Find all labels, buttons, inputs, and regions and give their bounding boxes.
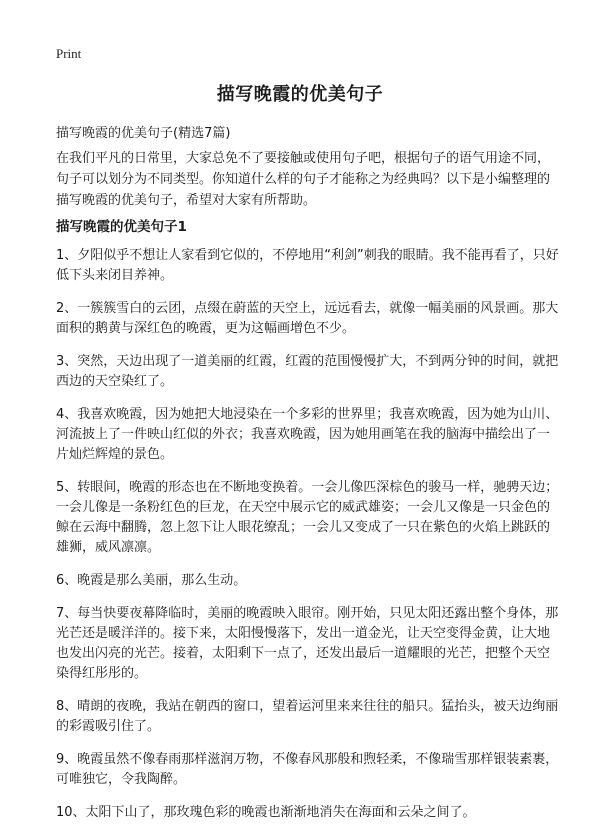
subtitle: 描写晚霞的优美句子(精选7篇)	[56, 126, 231, 141]
list-item: 8、晴朗的夜晚，我站在朝西的窗口，望着运河里来来往往的船只。猛抬头，被天边绚丽的彩霞吸引住了。	[56, 699, 559, 734]
print-link[interactable]: Print	[56, 46, 82, 61]
list-item: 3、突然，天边出现了一道美丽的红霞，红霞的范围慢慢扩大，不到两分钟的时间，就把西边的天空染红了。	[56, 354, 559, 389]
list-item: 10、太阳下山了，那玫瑰色彩的晚霞也渐渐地消失在海面和云朵之间了。	[56, 805, 476, 820]
list-item: 9、晚霞虽然不像春雨那样滋润万物，不像春风那般和煦轻柔，不像瑞雪那样银装素裹，可唯独它，令我陶醉。	[56, 752, 559, 787]
sentence-list	[56, 246, 560, 836]
list-item: 4、我喜欢晚霞，因为她把大地浸染在一个多彩的世界里；我喜欢晚霞，因为她为山川、河流披上了一件映山红似的外衣；我喜欢晚霞，因为她用画笔在我的脑海中描绘出了一片灿烂辉煌的景色。	[56, 407, 559, 462]
list-item: 1、夕阳似乎不想让人家看到它似的，不停地用“利剑”刺我的眼睛。我不能再看了，只好低下头来闭目养神。	[56, 248, 559, 283]
intro-paragraph: 在我们平凡的日常里，大家总免不了要接触或使用句子吧，根据句子的语气用途不同，句子可以划分为不同类型。你知道什么样的句子才能称之为经典吗？以下是小编整理的描写晚霞的优美句子，希望对大家有所帮助。	[56, 151, 551, 208]
page-title: 描写晚霞的优美句子	[216, 84, 384, 105]
list-item: 2、一簇簇雪白的云团，点缀在蔚蓝的天空上，远远看去，就像一幅美丽的风景画。那大面积的鹅黄与深红色的晚霞，更为这幅画增色不少。	[56, 301, 559, 336]
list-item: 5、转眼间，晚霞的形态也在不断地变换着。一会儿像匹深棕色的骏马一样，驰骋天边；一会儿像是一条粉红色的巨龙，在天空中展示它的威武雄姿；一会儿又像是一只金色的鲸在云海中翻腾，忽上忽下让人眼花缭乱；一会儿又变成了一只在紫色的火焰上跳跃的雄狮，威风凛凛。	[56, 480, 559, 555]
list-item: 7、每当快要夜幕降临时，美丽的晚霞映入眼帘。刚开始，只见太阳还露出整个身体，那光芒还是暖洋洋的。接下来，太阳慢慢落下，发出一道金光，让天空变得金黄，让大地也发出闪亮的光芒。接着，太阳剩下一点了，还发出最后一道耀眼的光芒，把整个天空染得红彤彤的。	[56, 606, 559, 681]
section-heading: 描写晚霞的优美句子1	[56, 219, 187, 235]
list-item: 6、晚霞是那么美丽，那么生动。	[56, 573, 247, 588]
